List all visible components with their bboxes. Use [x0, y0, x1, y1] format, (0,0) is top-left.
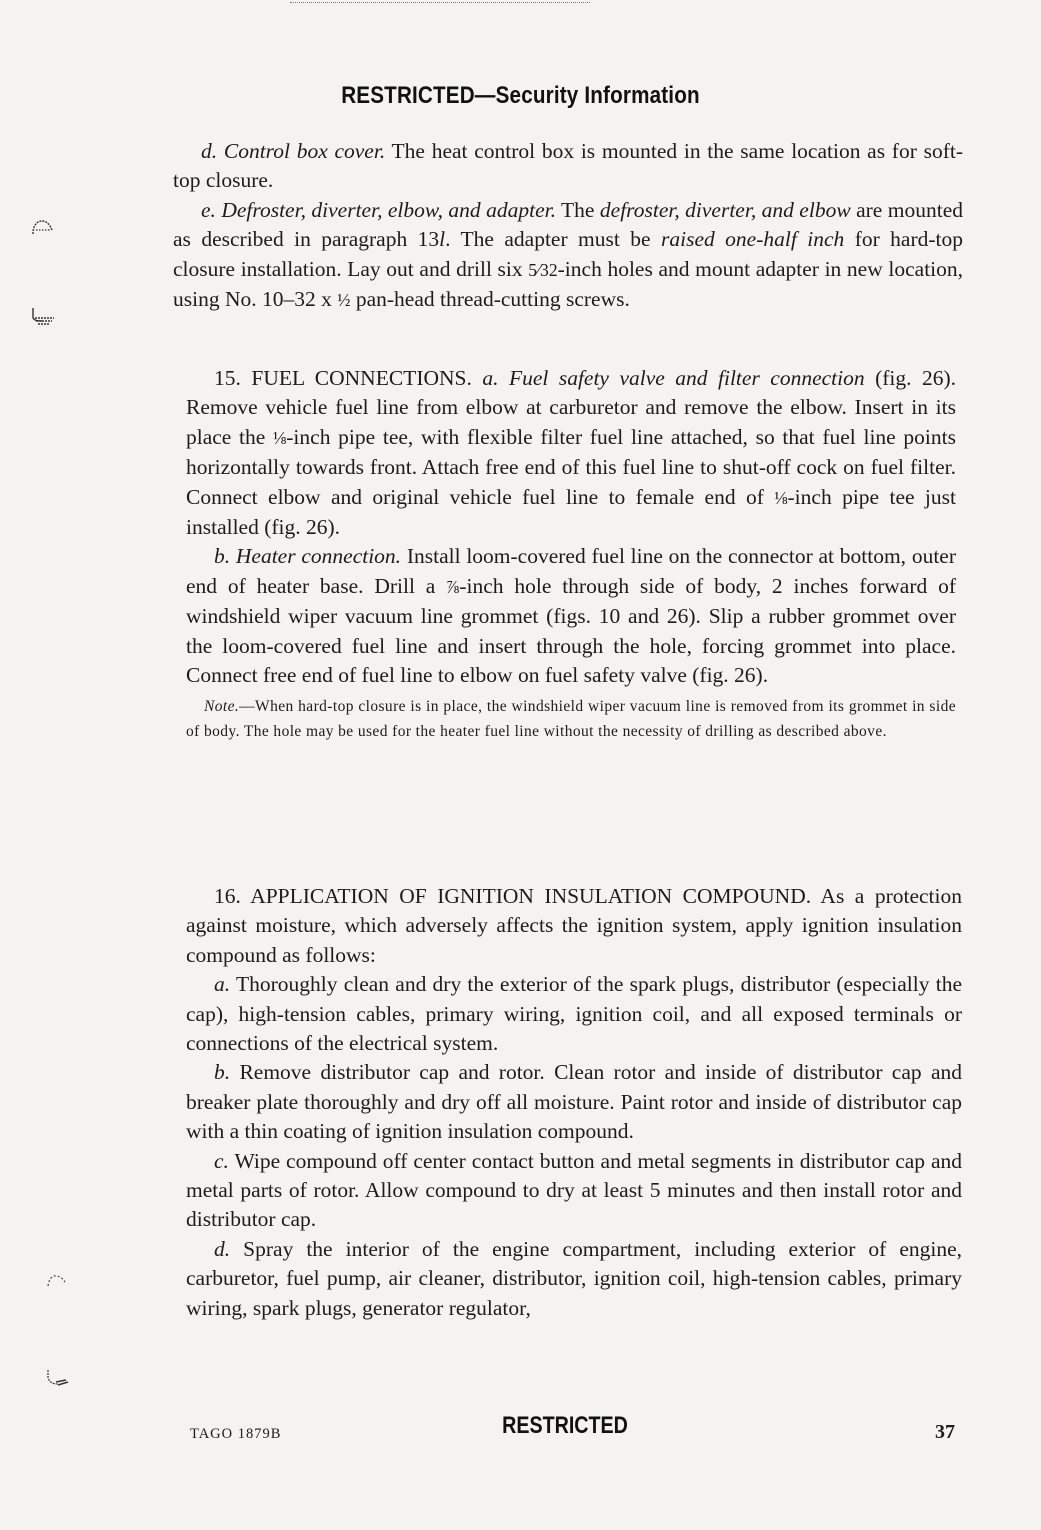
paragraph-text: -inch hole through side of body, 2 inches forward of windshield wiper vacuum line grommet (figs. 10 and 26). Slip a rubber grommet over the loom-covered fuel line and insert through the hole, forcing grommet into place. Connect free end of fuel line to elbow on fuel safety valve (fig. 26).: [186, 573, 956, 688]
margin-mark-icon: [44, 1270, 70, 1290]
paragraph-text: Spray the interior of the engine compartment, including exterior of engine, carburetor, fuel pump, air cleaner, distributor, ignition coil, high-tension cables, primary wiring, spark plugs, generator regulator,: [186, 1236, 962, 1320]
item-label: a.: [482, 366, 499, 390]
fraction: 5⁄32: [528, 259, 558, 280]
paragraph-text: The heat control box is mounted in the same location as for soft-top closure.: [173, 139, 964, 193]
fraction: ⅞: [446, 576, 460, 597]
form-number: TAGO 1879B: [190, 1426, 282, 1442]
section-number: 15.: [214, 366, 241, 390]
item-heading: Defroster, diverter, elbow, and adapter.: [221, 197, 556, 222]
item-label: d.: [201, 139, 218, 163]
top-edge-marks: [290, 2, 590, 5]
paragraph-14d: [173, 137, 963, 196]
note-label: Note.: [204, 698, 240, 716]
item-label: b.: [214, 544, 231, 569]
item-label: d.: [214, 1236, 231, 1261]
paragraph-text: The: [561, 197, 595, 222]
paragraph-text: Wipe compound off center contact button and metal segments in distributor cap and metal parts of rotor. Allow compound to dry at least 5 minutes and then install rotor and distributor cap.: [186, 1148, 962, 1232]
paragraph-text: for hard-top closure installation. Lay out and drill six: [173, 227, 964, 281]
section-16: [186, 882, 962, 1323]
section-14-continued: [173, 137, 963, 315]
paragraph-text: -inch holes and mount adapter in new location, using No. 10–32 x: [173, 256, 964, 312]
paragraph-text: As a protection against moisture, which adversely affects the ignition system, apply ignition insulation compound as follows:: [186, 884, 962, 967]
margin-mark-icon: [30, 306, 56, 326]
paragraph-16-intro: [186, 882, 962, 970]
classification-marking: RESTRICTED: [502, 1412, 628, 1439]
item-label: c.: [214, 1148, 229, 1173]
note-paragraph: [186, 694, 956, 744]
section-title: APPLICATION OF IGNITION INSULATION COMPOUND.: [250, 884, 812, 908]
item-label: b.: [214, 1060, 231, 1085]
section-number: 16.: [214, 884, 241, 908]
margin-mark-icon: [30, 218, 56, 238]
item-heading: Control box cover.: [223, 139, 386, 163]
fraction: ½: [337, 290, 351, 311]
paragraph-text: Thoroughly clean and dry the exterior of the spark plugs, distributor (especially the cap), high-tension cables, primary wiring, ignition coil, and all exposed terminals or connections of the electrical system.: [186, 972, 962, 1056]
italic-text: defroster, diverter, and elbow: [599, 197, 851, 222]
section-title: FUEL CONNECTIONS.: [251, 366, 472, 390]
item-heading: Fuel safety valve and filter connection: [508, 366, 865, 390]
paragraph-text: are mounted as described in paragraph 13: [173, 197, 964, 252]
paragraph-text: . The adapter must be: [445, 227, 651, 252]
note-text: —When hard-top closure is in place, the windshield wiper vacuum line is removed from its grommet in side of body. The hole may be used for the heater fuel line without the necessity of drilling as described above.: [186, 698, 956, 741]
paragraph-text: (fig. 26). Remove vehicle fuel line from elbow at carburetor and remove the elbow. Insert in its place the: [186, 366, 957, 449]
item-heading: Heater connection.: [235, 544, 402, 569]
page-number: 37: [935, 1421, 955, 1443]
item-label: e.: [201, 197, 216, 222]
paragraph-16d: [186, 1235, 962, 1323]
paragraph-text: -inch pipe tee, with flexible filter fuel line attached, so that fuel line points horizontally towards front. Attach free end of this fuel line to shut-off cock on fuel filter. Connect elbow and original vehicle fuel line to female end of: [186, 424, 957, 509]
paragraph-ref: l: [439, 227, 446, 252]
section-15: [186, 364, 956, 744]
margin-mark-icon: [46, 1368, 72, 1388]
fraction: ⅛: [774, 487, 788, 508]
paragraph-16b: [186, 1058, 962, 1146]
page-header: RESTRICTED—Security Information: [341, 82, 700, 109]
paragraph-16a: [186, 970, 962, 1058]
paragraph-text: Remove distributor cap and rotor. Clean rotor and inside of distributor cap and breaker plate thoroughly and dry off all moisture. Paint rotor and inside of distributor cap with a thin coating of ignition insulation compound.: [186, 1060, 962, 1144]
paragraph-text: Install loom-covered fuel line on the connector at bottom, outer end of heater base. Drill a: [186, 544, 956, 598]
paragraph-16c: [186, 1147, 962, 1235]
paragraph-text: -inch pipe tee just installed (fig. 26).: [186, 484, 956, 540]
paragraph-15a: [186, 364, 956, 542]
fraction: ⅛: [273, 427, 287, 448]
paragraph-text: pan-head thread-cutting screws.: [355, 287, 630, 312]
italic-text: raised one-half inch: [661, 227, 845, 252]
page-footer: [0, 1412, 1041, 1452]
paragraph-15b: [186, 542, 956, 690]
paragraph-14e: [173, 196, 963, 316]
item-label: a.: [214, 972, 231, 997]
